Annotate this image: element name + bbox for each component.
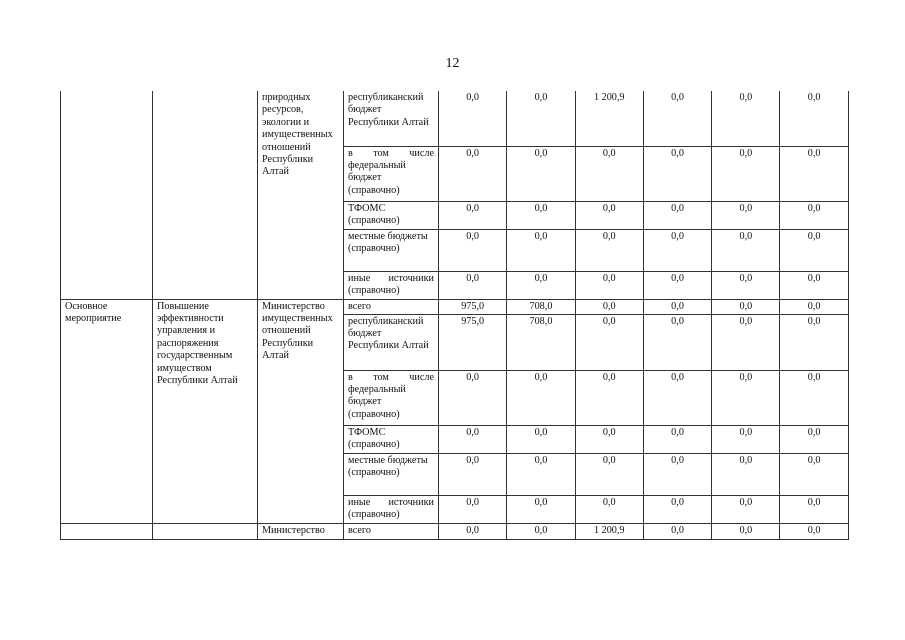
value-cell: 1 200,9 bbox=[575, 91, 643, 146]
name-cell-empty bbox=[153, 91, 258, 299]
value-cell: 0,0 bbox=[780, 299, 848, 314]
page-number: 12 bbox=[445, 56, 460, 71]
value-cell: 0,0 bbox=[712, 299, 780, 314]
value-cell: 0,0 bbox=[712, 370, 780, 425]
value-cell: 0,0 bbox=[712, 271, 780, 299]
funding-source-cell: иные источники (справочно) bbox=[344, 495, 439, 523]
name-cell-empty bbox=[153, 523, 258, 539]
value-cell: 0,0 bbox=[575, 271, 643, 299]
value-cell: 0,0 bbox=[780, 314, 848, 370]
value-cell: 0,0 bbox=[507, 271, 575, 299]
value-cell: 0,0 bbox=[439, 91, 507, 146]
value-cell: 0,0 bbox=[643, 271, 711, 299]
status-cell-empty bbox=[61, 91, 153, 299]
value-cell: 0,0 bbox=[507, 370, 575, 425]
event-name-cell: Повышение эффективности управления и распоряжения государственным имуществом Республики Алтай bbox=[153, 299, 258, 523]
value-cell: 0,0 bbox=[439, 146, 507, 201]
value-cell: 0,0 bbox=[780, 523, 848, 539]
value-cell: 0,0 bbox=[780, 370, 848, 425]
table-row bbox=[61, 299, 849, 314]
value-cell: 708,0 bbox=[507, 314, 575, 370]
value-cell: 0,0 bbox=[439, 495, 507, 523]
value-cell: 0,0 bbox=[780, 495, 848, 523]
value-cell: 0,0 bbox=[780, 146, 848, 201]
value-cell: 0,0 bbox=[712, 201, 780, 229]
value-cell: 0,0 bbox=[712, 453, 780, 495]
value-cell: 0,0 bbox=[643, 314, 711, 370]
funding-source-cell: ТФОМС (справочно) bbox=[344, 201, 439, 229]
value-cell: 0,0 bbox=[439, 370, 507, 425]
value-cell: 0,0 bbox=[712, 425, 780, 453]
value-cell: 0,0 bbox=[643, 91, 711, 146]
value-cell: 0,0 bbox=[643, 453, 711, 495]
value-cell: 0,0 bbox=[507, 201, 575, 229]
value-cell: 0,0 bbox=[643, 523, 711, 539]
value-cell: 0,0 bbox=[780, 91, 848, 146]
funding-source-cell: республиканский бюджет Республики Алтай bbox=[344, 91, 439, 146]
value-cell: 0,0 bbox=[712, 523, 780, 539]
value-cell: 0,0 bbox=[643, 201, 711, 229]
table-row bbox=[61, 523, 849, 539]
funding-source-cell: всего bbox=[344, 523, 439, 539]
value-cell: 0,0 bbox=[507, 523, 575, 539]
value-cell: 0,0 bbox=[507, 146, 575, 201]
status-cell-empty bbox=[61, 523, 153, 539]
value-cell: 0,0 bbox=[712, 229, 780, 271]
value-cell: 0,0 bbox=[439, 425, 507, 453]
value-cell: 0,0 bbox=[575, 495, 643, 523]
value-cell: 0,0 bbox=[507, 453, 575, 495]
value-cell: 0,0 bbox=[439, 229, 507, 271]
funding-source-cell: всего bbox=[344, 299, 439, 314]
value-cell: 0,0 bbox=[643, 370, 711, 425]
funding-source-cell: в том числе федеральный бюджет (справочно) bbox=[344, 370, 439, 425]
value-cell: 0,0 bbox=[643, 146, 711, 201]
responsible-cell: природных ресурсов, экологии и имущественных отношений Республики Алтай bbox=[258, 91, 344, 299]
funding-source-cell: в том числе федеральный бюджет (справочно) bbox=[344, 146, 439, 201]
value-cell: 0,0 bbox=[507, 425, 575, 453]
funding-source-cell: местные бюджеты (справочно) bbox=[344, 229, 439, 271]
value-cell: 0,0 bbox=[507, 495, 575, 523]
funding-source-cell: ТФОМС (справочно) bbox=[344, 425, 439, 453]
value-cell: 0,0 bbox=[712, 91, 780, 146]
value-cell: 0,0 bbox=[575, 370, 643, 425]
responsible-cell: Министерство имущественных отношений Республики Алтай bbox=[258, 299, 344, 523]
value-cell: 0,0 bbox=[575, 425, 643, 453]
value-cell: 0,0 bbox=[575, 146, 643, 201]
value-cell: 708,0 bbox=[507, 299, 575, 314]
value-cell: 0,0 bbox=[780, 425, 848, 453]
budget-table bbox=[60, 91, 849, 540]
value-cell: 0,0 bbox=[780, 229, 848, 271]
value-cell: 0,0 bbox=[575, 201, 643, 229]
value-cell: 0,0 bbox=[507, 91, 575, 146]
value-cell: 0,0 bbox=[575, 299, 643, 314]
value-cell: 0,0 bbox=[643, 229, 711, 271]
value-cell: 0,0 bbox=[575, 453, 643, 495]
value-cell: 0,0 bbox=[780, 453, 848, 495]
value-cell: 0,0 bbox=[712, 495, 780, 523]
value-cell: 0,0 bbox=[712, 146, 780, 201]
value-cell: 1 200,9 bbox=[575, 523, 643, 539]
responsible-cell: Министерство bbox=[258, 523, 344, 539]
value-cell: 0,0 bbox=[439, 201, 507, 229]
value-cell: 0,0 bbox=[643, 495, 711, 523]
value-cell: 0,0 bbox=[712, 314, 780, 370]
funding-source-cell: республиканский бюджет Республики Алтай bbox=[344, 314, 439, 370]
value-cell: 0,0 bbox=[575, 314, 643, 370]
value-cell: 0,0 bbox=[643, 425, 711, 453]
value-cell: 0,0 bbox=[439, 453, 507, 495]
status-cell: Основное мероприятие bbox=[61, 299, 153, 523]
value-cell: 0,0 bbox=[780, 271, 848, 299]
value-cell: 0,0 bbox=[507, 229, 575, 271]
value-cell: 975,0 bbox=[439, 299, 507, 314]
value-cell: 0,0 bbox=[643, 299, 711, 314]
value-cell: 0,0 bbox=[780, 201, 848, 229]
value-cell: 0,0 bbox=[439, 271, 507, 299]
table-row bbox=[61, 91, 849, 146]
value-cell: 0,0 bbox=[439, 523, 507, 539]
funding-source-cell: иные источники (справочно) bbox=[344, 271, 439, 299]
value-cell: 975,0 bbox=[439, 314, 507, 370]
value-cell: 0,0 bbox=[575, 229, 643, 271]
funding-source-cell: местные бюджеты (справочно) bbox=[344, 453, 439, 495]
